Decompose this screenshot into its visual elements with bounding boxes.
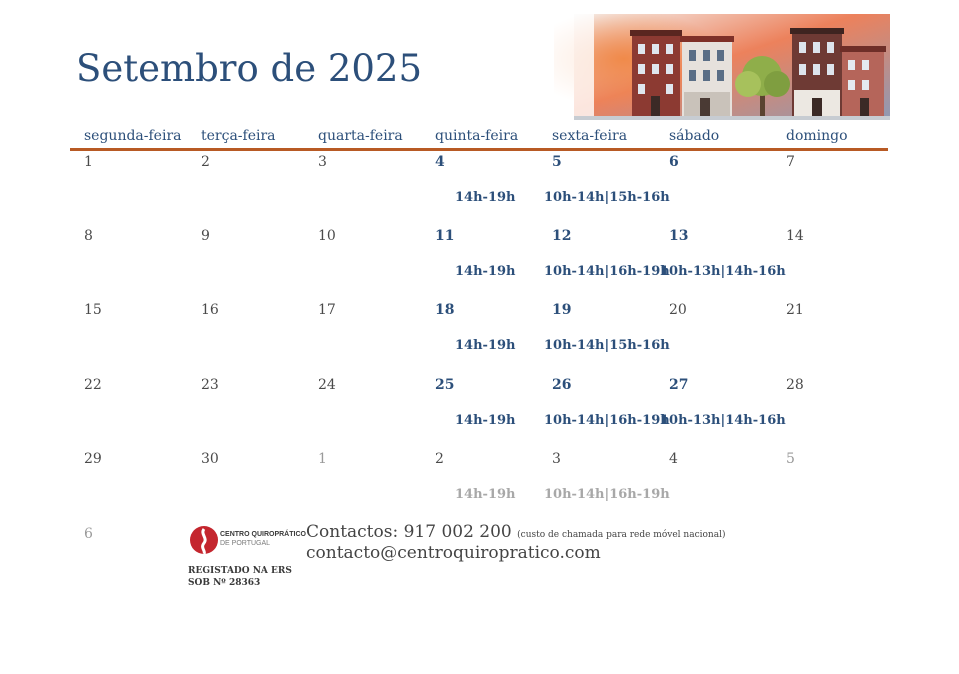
logo-text bbox=[220, 531, 306, 549]
opening-hours: 10h-14h|16h-19h bbox=[544, 487, 670, 502]
weekday-saturday: sábado bbox=[669, 128, 720, 144]
day-number: 6 bbox=[669, 154, 679, 170]
day-number: 1 bbox=[318, 451, 327, 467]
page-title: Setembro de 2025 bbox=[76, 47, 423, 90]
day-number: 4 bbox=[669, 451, 678, 467]
registry-line-2: SOB Nº 28363 bbox=[188, 577, 261, 588]
opening-hours: 10h-14h|16h-19h bbox=[544, 413, 670, 428]
registry-line-1: REGISTADO NA ERS bbox=[188, 566, 292, 576]
day-number: 6 bbox=[84, 526, 93, 542]
day-number: 26 bbox=[552, 377, 572, 393]
opening-hours: 10h-14h|16h-19h bbox=[544, 264, 670, 279]
day-number: 4 bbox=[435, 154, 445, 170]
day-number: 13 bbox=[669, 228, 689, 244]
day-number: 22 bbox=[84, 377, 102, 393]
day-number: 3 bbox=[318, 154, 327, 170]
day-number: 28 bbox=[786, 377, 804, 393]
contacts-phone: Contactos: 917 002 200 bbox=[306, 522, 512, 542]
weekday-wednesday: quarta-feira bbox=[318, 128, 403, 144]
weekday-sunday: domingo bbox=[786, 128, 848, 144]
opening-hours: 14h-19h bbox=[455, 487, 516, 502]
day-number: 5 bbox=[552, 154, 562, 170]
opening-hours: 10h-13h|14h-16h bbox=[660, 264, 786, 279]
day-number: 21 bbox=[786, 302, 804, 318]
opening-hours: 14h-19h bbox=[455, 338, 516, 353]
weekday-monday: segunda-feira bbox=[84, 128, 182, 144]
contacts-email[interactable]: contacto@centroquiropratico.com bbox=[306, 543, 601, 563]
opening-hours: 10h-14h|15h-16h bbox=[544, 190, 670, 205]
weekday-friday: sexta-feira bbox=[552, 128, 628, 144]
day-number: 16 bbox=[201, 302, 219, 318]
day-number: 15 bbox=[84, 302, 102, 318]
day-number: 5 bbox=[786, 451, 795, 467]
day-number: 23 bbox=[201, 377, 219, 393]
day-number: 30 bbox=[201, 451, 219, 467]
logo-line-2: DE PORTUGAL bbox=[220, 539, 271, 547]
day-number: 7 bbox=[786, 154, 795, 170]
opening-hours: 14h-19h bbox=[455, 413, 516, 428]
contacts-note: (custo de chamada para rede móvel nacional) bbox=[517, 530, 726, 540]
day-number: 8 bbox=[84, 228, 93, 244]
weekday-thursday: quinta-feira bbox=[435, 128, 519, 144]
day-number: 2 bbox=[201, 154, 210, 170]
day-number: 2 bbox=[435, 451, 444, 467]
registry-info bbox=[188, 566, 292, 589]
opening-hours: 10h-14h|15h-16h bbox=[544, 338, 670, 353]
day-number: 29 bbox=[84, 451, 102, 467]
opening-hours: 10h-13h|14h-16h bbox=[660, 413, 786, 428]
contacts-line bbox=[306, 522, 725, 542]
day-number: 12 bbox=[552, 228, 572, 244]
day-number: 9 bbox=[201, 228, 210, 244]
day-number: 1 bbox=[84, 154, 93, 170]
day-number: 14 bbox=[786, 228, 804, 244]
day-number: 11 bbox=[435, 228, 455, 244]
day-number: 18 bbox=[435, 302, 455, 318]
opening-hours: 14h-19h bbox=[455, 190, 516, 205]
logo-line-1: CENTRO QUIROPRÁTICO bbox=[220, 531, 306, 538]
day-number: 27 bbox=[669, 377, 689, 393]
weekday-tuesday: terça-feira bbox=[201, 128, 276, 144]
day-number: 20 bbox=[669, 302, 687, 318]
day-number: 19 bbox=[552, 302, 572, 318]
day-number: 25 bbox=[435, 377, 455, 393]
day-number: 3 bbox=[552, 451, 561, 467]
day-number: 17 bbox=[318, 302, 336, 318]
day-number: 24 bbox=[318, 377, 336, 393]
opening-hours: 14h-19h bbox=[455, 264, 516, 279]
day-number: 10 bbox=[318, 228, 336, 244]
